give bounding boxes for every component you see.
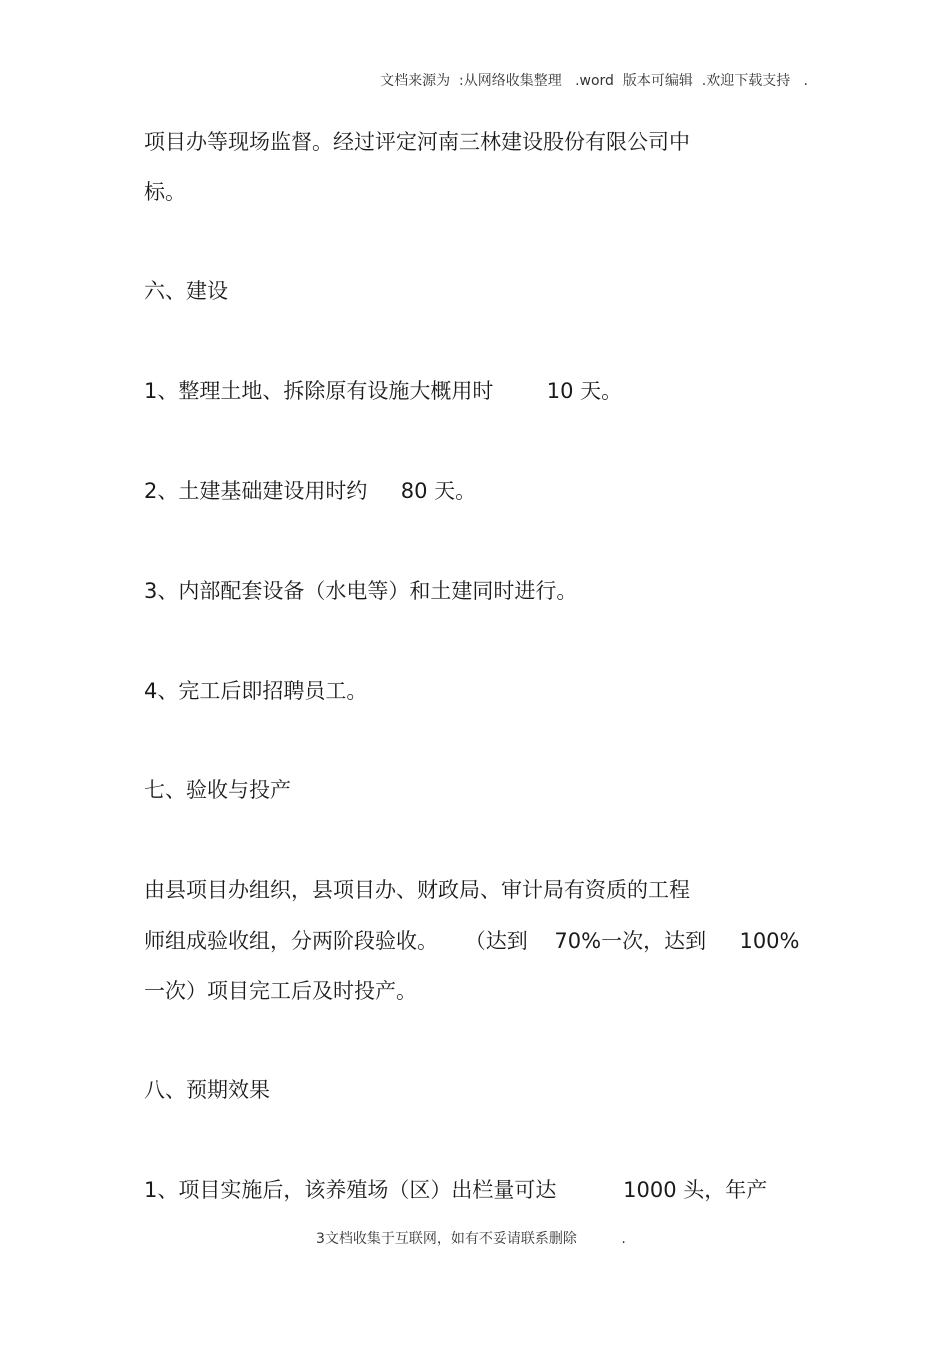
list-item: 2、土建基础建设用时约 80 天。 (144, 479, 477, 503)
body-line: 师组成验收组，分两阶段验收。 （达到 70%一次，达到 100% (144, 929, 800, 953)
section-heading: 七、验收与投产 (144, 778, 291, 802)
list-item: 4、完工后即招聘员工。 (144, 679, 368, 703)
page-header: 文档来源为 :从网络收集整理 .word 版本可编辑 .欢迎下载支持 . (380, 73, 808, 89)
body-line: 由县项目办组织，县项目办、财政局、审计局有资质的工程 (144, 878, 690, 902)
page-footer: 3文档收集于互联网，如有不妥请联系删除 . (316, 1231, 626, 1247)
section-heading: 六、建设 (144, 279, 228, 303)
body-line: 一次）项目完工后及时投产。 (144, 979, 417, 1003)
body-line: 标。 (144, 180, 186, 204)
list-item: 1、项目实施后，该养殖场（区）出栏量可达 1000 头，年产 (144, 1178, 768, 1202)
section-heading: 八、预期效果 (144, 1078, 270, 1102)
list-item: 3、内部配套设备（水电等）和土建同时进行。 (144, 579, 578, 603)
list-item: 1、整理土地、拆除原有设施大概用时 10 天。 (144, 379, 623, 403)
body-line: 项目办等现场监督。经过评定河南三林建设股份有限公司中 (144, 130, 690, 154)
